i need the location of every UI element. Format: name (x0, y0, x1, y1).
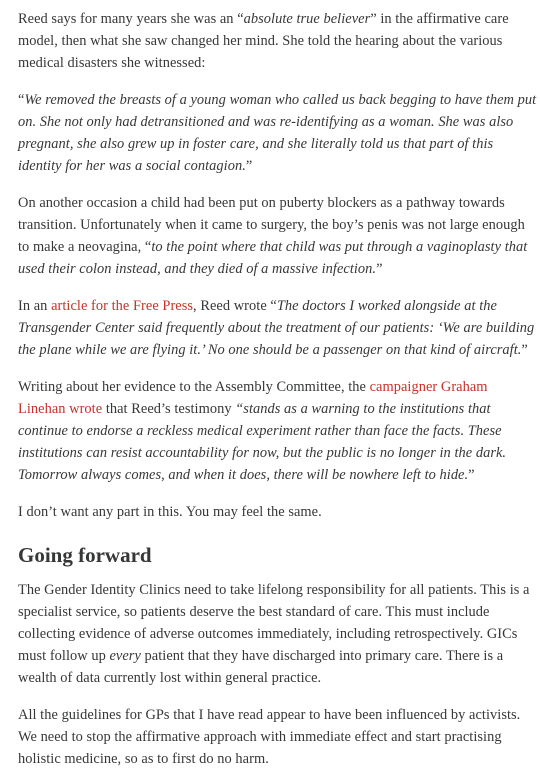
text: ” (521, 342, 528, 358)
paragraph-testimony-quote (18, 89, 537, 177)
emphasis-quote: absolute true believer (243, 11, 371, 27)
emphasis-quote: to the point where that child was put through a vaginoplasty that used their colon instead, and they died of a massive infection. (18, 239, 528, 277)
paragraph-free-press (18, 295, 537, 361)
paragraph-puberty-blockers (18, 192, 537, 280)
text: ” in the affirmative care model, then what she saw changed her mind. She told the hearing about the various medical disasters she witnessed: (18, 11, 509, 71)
text: that Reed’s testimony (102, 401, 236, 417)
text: On another occasion a child had been put on puberty blockers as a pathway towards transition. Unfortunately when it came to surgery, the boy’s penis was not large enough to make a neovagina, “ (18, 195, 525, 255)
article-body (0, 8, 540, 770)
text: In an (18, 298, 52, 314)
paragraph-gender-identity-clinics (18, 579, 537, 689)
text: Writing about her evidence to the Assembly Committee, the (18, 379, 370, 395)
paragraph-true-believer (18, 8, 537, 74)
text: patient that they have discharged into primary care. There is a wealth of data currently lost within general practice. (18, 648, 504, 686)
paragraph-no-part: I don’t want any part in this. You may feel the same. (18, 504, 322, 520)
text: Reed says for many years she was an “ (18, 11, 244, 27)
emphasis-quote: “stands as a warning to the institutions that continue to endorse a reckless medical experiment rather than face the facts. These institutions can resist accountability for now, but the public is no longer in the dark. Tomorrow always comes, and when it does, there will be nowhere left to hide. (18, 401, 507, 483)
text: ” (376, 261, 383, 277)
text: “ (18, 92, 25, 108)
text: ” (245, 158, 253, 174)
section-heading-going-forward: Going forward (18, 543, 152, 567)
text: ” (468, 467, 475, 483)
text: The Gender Identity Clinics need to take lifelong responsibility for all patients. This is a specialist service, so patients deserve the best standard of care. This must include collecting evidence of adverse outcomes immediately, including retrospectively. GICs must follow up (18, 582, 530, 664)
emphasis-quote: We removed the breasts of a young woman who called us back begging to have them put on. She not only had detransitioned and was re-identifying as a woman. She was also pregnant, she also grew up in foster care, and she literally told us that part of this identity for her was a social contagion. (18, 92, 537, 174)
paragraph-gp-guidelines: All the guidelines for GPs that I have read appear to have been influenced by activists. We need to stop the affirmative approach with immediate effect and start practising holistic medicine, so as to first do no harm. (18, 707, 521, 767)
free-press-article-link[interactable]: article for the Free Press (51, 298, 194, 314)
text: , Reed wrote “ (193, 298, 277, 314)
paragraph-assembly-committee (18, 376, 537, 486)
graham-linehan-link[interactable]: campaigner Graham Linehan wrote (18, 379, 488, 417)
emphasis-quote: The doctors I worked alongside at the Transgender Center said frequently about the treatment of our patients: ‘We are building the plane while we are flying it.’ No one should be a passenger on that kind of aircraft. (18, 298, 535, 358)
emphasis-every: every (109, 648, 141, 664)
